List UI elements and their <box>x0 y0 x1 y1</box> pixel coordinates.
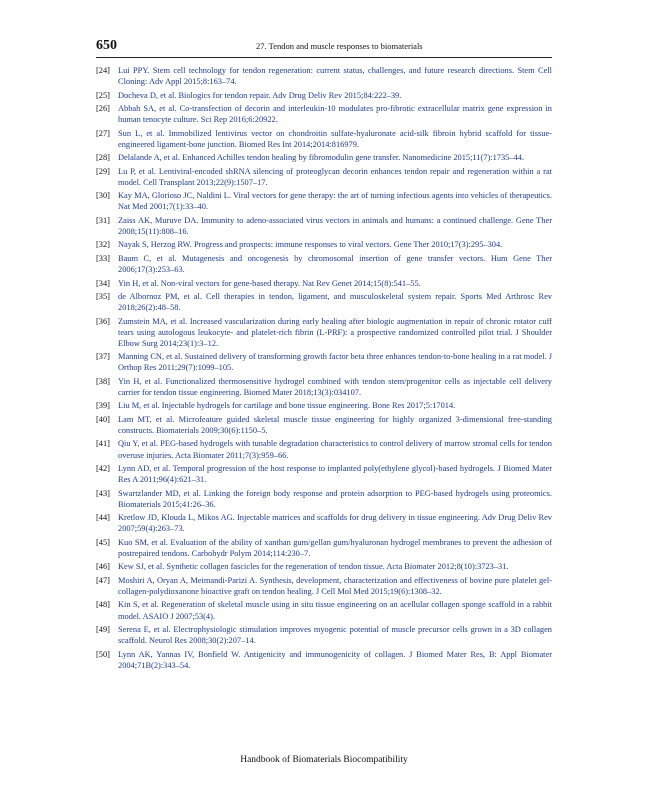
reference-number: [45] <box>96 537 110 547</box>
reference-number: [48] <box>96 600 110 610</box>
reference-item <box>96 215 552 237</box>
reference-number: [32] <box>96 240 110 250</box>
reference-link[interactable]: de Albornoz PM, et al. Cell therapies in tendon, ligament, and musculoskeletal system repair. Sports Med Arthrosc Rev 2018;26(2):48–58. <box>118 291 552 313</box>
reference-number: [39] <box>96 401 110 411</box>
reference-link[interactable]: Lui PPY. Stem cell technology for tendon regeneration: current status, challenges, and future research directions. Stem Cell Cloning: Adv Appl 2015;8:163–74. <box>118 66 552 87</box>
reference-number: [40] <box>96 414 110 424</box>
reference-number: [50] <box>96 649 110 659</box>
running-head: 27. Tendon and muscle responses to biomaterials <box>256 41 423 51</box>
reference-item <box>96 649 552 671</box>
reference-item <box>96 278 552 289</box>
header-rule <box>96 57 552 58</box>
reference-link[interactable]: Yin H, et al. Non-viral vectors for gene-based therapy. Nat Rev Genet 2014;15(8):541–55. <box>118 278 421 288</box>
reference-link[interactable]: Zumstein MA, et al. Increased vascularization during early healing after biologic augmentation in repair of chronic rotator cuff tears using autologous leukocyte- and platelet-rich fibrin (L-PRF): a prospective randomized controlled pilot trial. J Shoulder Elbow Surg 2014;23(1):3–12. <box>118 316 552 348</box>
reference-link[interactable]: Lynn AK, Yannas IV, Bonfield W. Antigenicity and immunogenicity of collagen. J Biomed Mater Res, B: Appl Biomater 2004;71B(2):343–54. <box>118 649 552 670</box>
reference-number: [27] <box>96 128 110 138</box>
reference-item <box>96 561 552 572</box>
reference-link[interactable]: Kew SJ, et al. Synthetic collagen fascicles for the regeneration of tendon tissue. Acta Biomater 2012;8(10):3723–31. <box>118 562 509 572</box>
reference-link[interactable]: Liu M, et al. Injectable hydrogels for cartilage and bone tissue engineering. Bone Res 2017;5:17014. <box>118 401 456 411</box>
reference-item <box>96 152 552 163</box>
reference-number: [38] <box>96 376 110 386</box>
reference-link[interactable]: Zaiss AK, Muruve DA. Immunity to adeno-associated virus vectors in animals and humans: a continued challenge. Gene Ther 2008;15(11):808–16. <box>118 215 552 236</box>
reference-link[interactable]: Moshiri A, Oryan A, Meimandi-Parizi A. Synthesis, development, characterization and effectiveness of bovine pure platelet gel-collagen-polydioxanone bioactive graft on tendon healing. J Cell Mol Med 2015;19(6):1308–32. <box>118 575 552 596</box>
reference-item <box>96 400 552 411</box>
reference-number: [44] <box>96 513 110 523</box>
reference-number: [41] <box>96 439 110 449</box>
reference-number: [30] <box>96 191 110 201</box>
reference-number: [34] <box>96 278 110 288</box>
reference-item <box>96 253 552 275</box>
reference-item <box>96 463 552 485</box>
reference-number: [43] <box>96 488 110 498</box>
reference-item <box>96 166 552 188</box>
reference-link[interactable]: Lam MT, et al. Microfeature guided skeletal muscle tissue engineering for highly organized 3-dimensional free-standing constructs. Biomaterials 2009;30(6):1150–5. <box>118 414 552 435</box>
reference-link[interactable]: Baum C, et al. Mutagenesis and oncogenesis by chromosomal insertion of gene transfer vectors. Hum Gene Ther 2006;17(3):253–63. <box>118 253 552 275</box>
reference-number: [25] <box>96 90 110 100</box>
reference-link[interactable]: Yin H, et al. Functionalized thermosensitive hydrogel combined with tendon stem/progenitor cells as injectable cell delivery carrier for tendon tissue engineering. Biomed Mater 2018;13(3):034107. <box>118 376 552 397</box>
reference-number: [47] <box>96 575 110 585</box>
reference-link[interactable]: Lu P, et al. Lentiviral-encoded shRNA silencing of proteoglycan decorin enhances tendon repair and regeneration within a rat model. Cell Transplant 2013;22(9):1507–17. <box>118 166 552 187</box>
reference-link[interactable]: Serena E, et al. Electrophysiologic stimulation improves myogenic potential of muscle precursor cells grown in a 3D collagen scaffold. Neurol Res 2008;30(2):207–14. <box>118 624 552 646</box>
reference-number: [26] <box>96 104 110 114</box>
reference-number: [46] <box>96 562 110 572</box>
reference-number: [42] <box>96 464 110 474</box>
reference-link[interactable]: Sun L, et al. Immobilized lentivirus vector on chondroitin sulfate-hyaluronate acid-silk fibroin hybrid scaffold for tissue-engineered ligament-bone junction. Biomed Res Int 2014;2014:816979. <box>118 128 552 149</box>
reference-number: [37] <box>96 352 110 362</box>
reference-item <box>96 65 552 87</box>
reference-item <box>96 438 552 460</box>
reference-link[interactable]: Swartzlander MD, et al. Linking the foreign body response and protein adsorption to PEG-based hydrogels using proteomics. Biomaterials 2015;41:26–36. <box>118 488 552 509</box>
reference-number: [24] <box>96 66 110 75</box>
reference-link[interactable]: Qiu Y, et al. PEG-based hydrogels with tunable degradation characteristics to control delivery of marrow stromal cells for tendon overuse injuries. Acta Biomater 2011;7(3):959–66. <box>118 439 552 460</box>
reference-item <box>96 488 552 510</box>
reference-item <box>96 414 552 436</box>
reference-item <box>96 190 552 212</box>
page-number: 650 <box>96 38 117 53</box>
reference-number: [29] <box>96 166 110 176</box>
reference-link[interactable]: Docheva D, et al. Biologics for tendon repair. Adv Drug Deliv Rev 2015;84:222–39. <box>118 90 402 100</box>
reference-item <box>96 575 552 597</box>
reference-item <box>96 239 552 250</box>
reference-number: [49] <box>96 624 110 634</box>
reference-list <box>96 65 552 673</box>
reference-link[interactable]: Kay MA, Glorioso JC, Naldini L. Viral vectors for gene therapy: the art of turning infectious agents into vehicles of therapeutics. Nat Med 2001;7(1):33–40. <box>118 191 552 212</box>
reference-item <box>96 316 552 349</box>
reference-link[interactable]: Nayak S, Herzog RW. Progress and prospects: immune responses to viral vectors. Gene Ther 2010;17(3):295–304. <box>118 240 503 250</box>
reference-link[interactable]: Kretlow JD, Klouda L, Mikos AG. Injectable matrices and scaffolds for drug delivery in tissue engineering. Adv Drug Deliv Rev 2007;59(4):263–73. <box>118 513 552 534</box>
reference-link[interactable]: Kin S, et al. Regeneration of skeletal muscle using in situ tissue engineering on an acellular collagen sponge scaffold in a rabbit model. ASAIO J 2007;53(4). <box>118 600 552 621</box>
reference-number: [36] <box>96 316 110 326</box>
reference-item <box>96 376 552 398</box>
reference-item <box>96 90 552 101</box>
reference-item <box>96 103 552 125</box>
reference-item <box>96 599 552 621</box>
reference-number: [35] <box>96 291 110 301</box>
reference-item <box>96 291 552 313</box>
reference-link[interactable]: Abbah SA, et al. Co-transfection of decorin and interleukin-10 modulates pro-fibrotic extracellular matrix gene expression in human tenocyte culture. Sci Rep 2016;6:20922. <box>118 104 552 125</box>
reference-number: [28] <box>96 153 110 163</box>
reference-item <box>96 128 552 150</box>
reference-link[interactable]: Manning CN, et al. Sustained delivery of transforming growth factor beta three enhances tendon-to-bone healing in a rat model. J Orthop Res 2011;29(7):1099–105. <box>118 352 552 373</box>
reference-item <box>96 624 552 646</box>
footer-book-title: Handbook of Biomaterials Biocompatibility <box>240 755 408 765</box>
reference-item <box>96 512 552 534</box>
reference-item <box>96 351 552 373</box>
reference-link[interactable]: Delalande A, et al. Enhanced Achilles tendon healing by fibromodulin gene transfer. Nanomedicine 2015;11(7):1735–44. <box>118 153 524 163</box>
reference-link[interactable]: Kuo SM, et al. Evaluation of the ability of xanthan gum/gellan gum/hyaluronan hydrogel membranes to prevent the adhesion of postrepaired tendons. Carbohydr Polym 2014;114:230–7. <box>118 537 552 558</box>
reference-number: [33] <box>96 253 110 263</box>
reference-number: [31] <box>96 215 110 225</box>
page-header <box>96 38 552 58</box>
reference-item <box>96 537 552 559</box>
reference-link[interactable]: Lynn AD, et al. Temporal progression of the host response to implanted poly(ethylene glycol)-based hydrogels. J Biomed Mater Res A 2011;96(4):621–31. <box>118 464 552 485</box>
